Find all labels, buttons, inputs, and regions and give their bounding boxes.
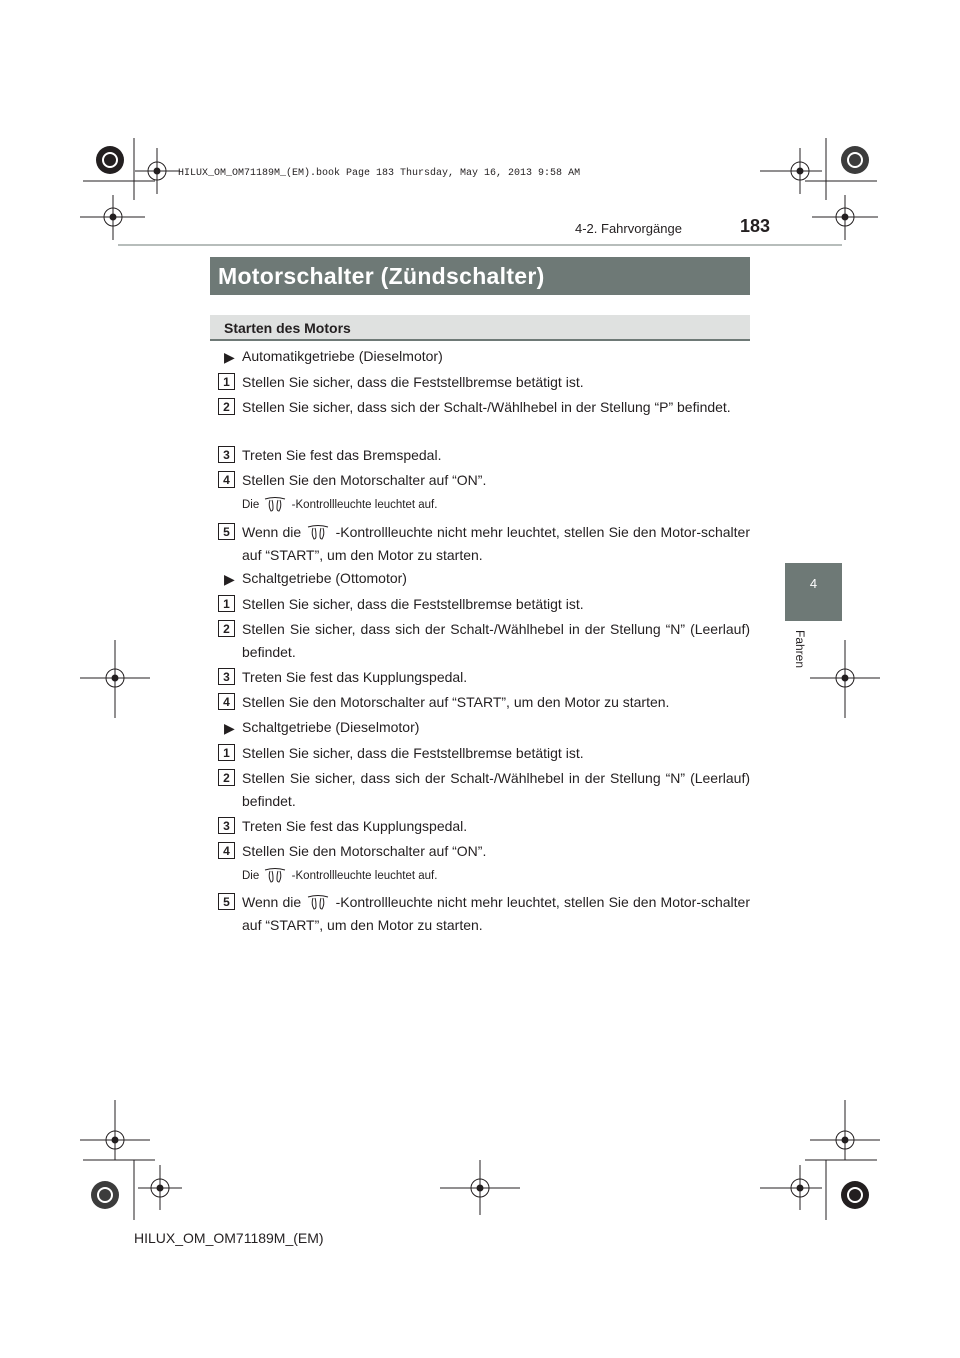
- step-prefix: Wenn die: [242, 894, 302, 910]
- registration-mark-icon: [80, 640, 150, 718]
- step-number-badge: 3: [218, 446, 235, 463]
- step-text: Stellen Sie sicher, dass sich der Schalt-/Wählhebel in der Stellung “N” (Leerlauf) befindet.: [242, 621, 750, 660]
- starburst-mark-icon: [841, 1181, 869, 1209]
- registration-mark-icon: [760, 148, 822, 194]
- print-stamp: HILUX_OM_OM71189M_(EM).book Page 183 Thursday, May 16, 2013 9:58 AM: [178, 168, 581, 179]
- registration-mark-icon: [80, 1100, 150, 1160]
- step-text: Treten Sie fest das Kupplungspedal.: [242, 818, 468, 834]
- note-prefix: Die: [242, 870, 260, 883]
- registration-mark-icon: [812, 195, 878, 240]
- chapter-label: Fahren: [793, 630, 807, 669]
- registration-mark-icon: [440, 1160, 520, 1215]
- group-heading: Schaltgetriebe (Dieselmotor): [242, 719, 420, 735]
- note-suffix: -Kontrollleuchte leuchtet auf.: [291, 499, 438, 512]
- step-number-badge: 1: [218, 595, 235, 612]
- step-number-badge: 2: [218, 769, 235, 786]
- step-number-badge: 2: [218, 620, 235, 637]
- section-label: 4-2. Fahrvorgänge: [575, 221, 682, 236]
- step-text: Stellen Sie den Motorschalter auf “ON”.: [242, 472, 487, 488]
- section-subtitle: Starten des Motors: [210, 315, 750, 341]
- registration-mark-icon: [138, 1165, 182, 1210]
- registration-mark-icon: [810, 640, 880, 718]
- step-suffix: -Kontrollleuchte nicht mehr leuchtet, stellen Sie den Motor-schalter auf “START”, um den Motor zu starten.: [242, 894, 751, 933]
- registration-mark-icon: [80, 195, 145, 240]
- step-text: Stellen Sie den Motorschalter auf “ON”.: [242, 843, 487, 859]
- step-text: Stellen Sie sicher, dass sich der Schalt-/Wählhebel in der Stellung “N” (Leerlauf) befindet.: [242, 770, 750, 809]
- page-number: 183: [740, 216, 771, 236]
- note-suffix: -Kontrollleuchte leuchtet auf.: [291, 870, 438, 883]
- step-number-badge: 1: [218, 373, 235, 390]
- group-heading: Automatikgetriebe (Dieselmotor): [242, 348, 443, 364]
- step-text: Stellen Sie sicher, dass die Feststellbremse betätigt ist.: [242, 745, 584, 761]
- chapter-number: 4: [809, 576, 818, 591]
- registration-mark-icon: [810, 1100, 880, 1160]
- starburst-mark-icon: [91, 1181, 119, 1209]
- step-number-badge: 4: [218, 471, 235, 488]
- bullet-arrow-icon: ▶: [224, 349, 235, 365]
- page-title: Motorschalter (Zündschalter): [210, 257, 750, 295]
- step-number-badge: 1: [218, 744, 235, 761]
- starburst-mark-icon: [96, 146, 124, 174]
- step-text: Stellen Sie sicher, dass die Feststellbremse betätigt ist.: [242, 374, 584, 390]
- bullet-arrow-icon: ▶: [224, 720, 235, 736]
- registration-mark-icon: [135, 148, 180, 194]
- step-text: Treten Sie fest das Bremspedal.: [242, 447, 442, 463]
- step-number-badge: 3: [218, 817, 235, 834]
- bullet-arrow-icon: ▶: [224, 571, 235, 587]
- step-text: Treten Sie fest das Kupplungspedal.: [242, 669, 468, 685]
- step-text: Stellen Sie den Motorschalter auf “START”, um den Motor zu starten.: [242, 694, 670, 710]
- starburst-mark-icon: [841, 146, 869, 174]
- step-number-badge: 5: [218, 893, 235, 910]
- registration-mark-icon: [760, 1165, 822, 1210]
- note-prefix: Die: [242, 499, 260, 512]
- step-text: Stellen Sie sicher, dass die Feststellbremse betätigt ist.: [242, 596, 584, 612]
- footer-doc-code: HILUX_OM_OM71189M_(EM): [134, 1230, 324, 1246]
- step-text: Stellen Sie sicher, dass sich der Schalt-/Wählhebel in der Stellung “P” befindet.: [242, 399, 731, 415]
- group-heading: Schaltgetriebe (Ottomotor): [242, 570, 407, 586]
- step-prefix: Wenn die: [242, 524, 302, 540]
- step-number-badge: 4: [218, 842, 235, 859]
- step-number-badge: 3: [218, 668, 235, 685]
- step-number-badge: 5: [218, 523, 235, 540]
- step-number-badge: 4: [218, 693, 235, 710]
- step-number-badge: 2: [218, 398, 235, 415]
- step-suffix: -Kontrollleuchte nicht mehr leuchtet, stellen Sie den Motor-schalter auf “START”, um den Motor zu starten.: [242, 524, 751, 563]
